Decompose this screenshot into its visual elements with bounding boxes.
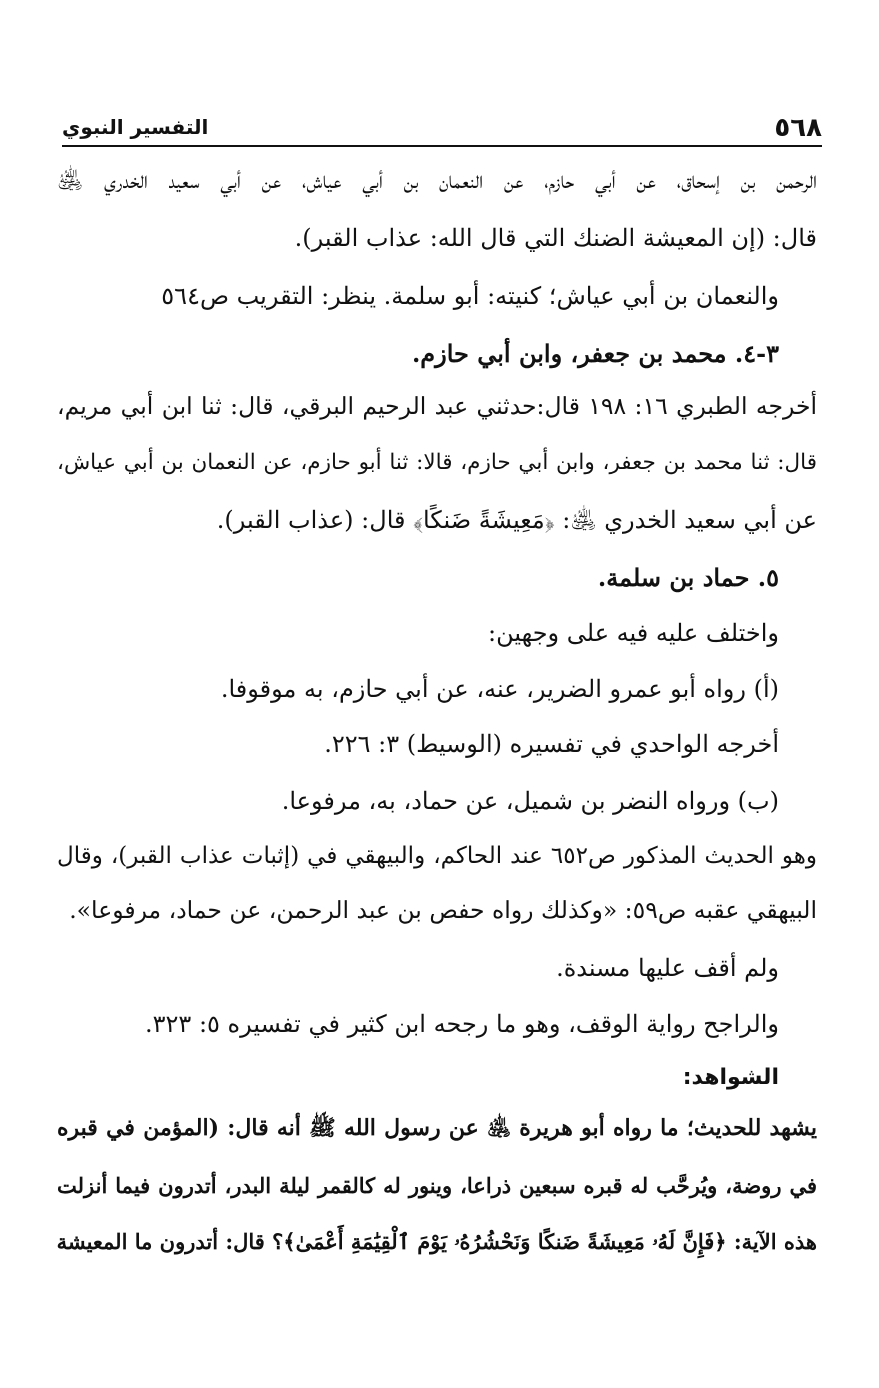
section-heading: ٣-٤. محمد بن جعفر، وابن أبي حازم. (411, 339, 779, 368)
text-line: عن أبي سعيد الخدري ﵁: ﴿مَعِيشَةً ضَنكًا﴾ قال: (عذاب القبر). (216, 506, 817, 534)
text-line: أخرجه الواحدي في تفسيره (الوسيط) ٣: ٢٢٦. (324, 730, 779, 758)
text-line: قال: (إن المعيشة الضنك التي قال الله: عذاب القبر). (294, 224, 817, 252)
text-line: (ب) ورواه النضر بن شميل، عن حماد، به، مرفوعا. (281, 787, 779, 815)
text-line: يشهد للحديث؛ ما رواه أبو هريرة ﵁ عن رسول الله ﷺ أنه قال: (المؤمن في قبره (57, 1115, 817, 1141)
text-line: الرحمن بن إسحاق، عن أبي حازم، عن النعمان بن أبي عياش، عن أبي سعيد الخدري ﵁ (57, 166, 817, 194)
book-title: التفسير النبوي (62, 115, 209, 139)
header-rule (62, 145, 822, 147)
section-heading: ٥. حماد بن سلمة. (597, 563, 779, 592)
text-line: (أ) رواه أبو عمرو الضرير، عنه، عن أبي حازم، به موقوفا. (220, 675, 779, 703)
text-line: البيهقي عقبه ص٥٩: «وكذلك رواه حفص بن عبد الرحمن، عن حماد، مرفوعا». (69, 896, 817, 924)
text-line: وهو الحديث المذكور ص٦٥٢ عند الحاكم، والبيهقي في (إثبات عذاب القبر)، وقال (57, 843, 817, 869)
text-line: والراجح رواية الوقف، وهو ما رجحه ابن كثير في تفسيره ٥: ٣٢٣. (145, 1010, 779, 1038)
running-header (62, 103, 822, 147)
text-line: قال: ثنا محمد بن جعفر، وابن أبي حازم، قالا: ثنا أبو حازم، عن النعمان بن أبي عياش، (57, 450, 817, 475)
section-heading-shawahid: الشواهد: (682, 1065, 779, 1090)
text-line: هذه الآية: ﴿فَإِنَّ لَهُۥ مَعِيشَةً ضَنكًا وَنَحْشُرُهُۥ يَوْمَ ٱلْقِيَٰمَةِ أَعْمَىٰ﴾؟ قال: أتدرون ما المعيشة (56, 1229, 817, 1254)
text-line: أخرجه الطبري ١٦: ١٩٨ قال:حدثني عبد الرحيم البرقي، قال: ثنا ابن أبي مريم، (57, 392, 817, 420)
text-line: والنعمان بن أبي عياش؛ كنيته: أبو سلمة. ينظر: التقريب ص٥٦٤ (161, 282, 779, 310)
page-number: ٥٦٨ (774, 113, 822, 143)
text-line: في روضة، ويُرحَّب له قبره سبعين ذراعا، وينور له كالقمر ليلة البدر، أتدرون فيما أنزلت (57, 1173, 817, 1198)
text-line: واختلف عليه فيه على وجهين: (488, 619, 779, 647)
text-line: ولم أقف عليها مسندة. (556, 954, 779, 982)
